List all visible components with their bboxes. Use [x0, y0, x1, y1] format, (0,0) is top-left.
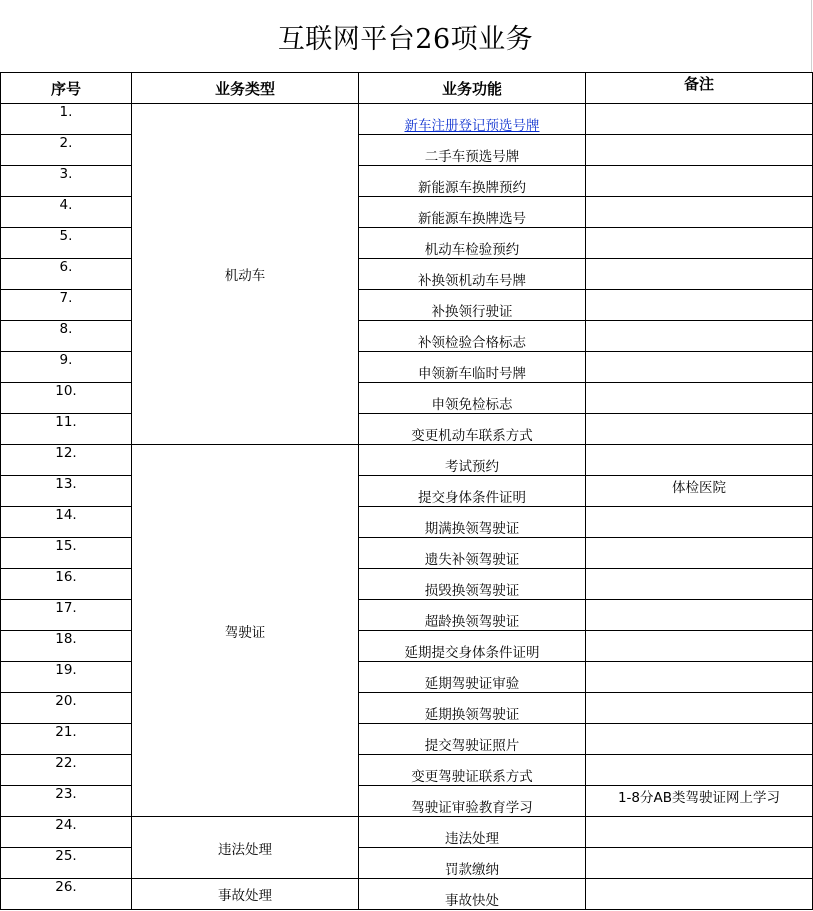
- business-function-cell: 补换领机动车号牌: [359, 259, 586, 290]
- note-cell: 1-8分AB类驾驶证网上学习: [586, 786, 813, 817]
- business-table: [0, 72, 813, 910]
- note-cell: [586, 352, 813, 383]
- business-function-cell: 遗失补领驾驶证: [359, 538, 586, 569]
- note-cell: [586, 724, 813, 755]
- business-function-cell: 申领免检标志: [359, 383, 586, 414]
- row-index: 18.: [1, 631, 132, 662]
- business-function-cell: 补领检验合格标志: [359, 321, 586, 352]
- business-function-cell: 提交身体条件证明: [359, 476, 586, 507]
- note-cell: 体检医院: [586, 476, 813, 507]
- note-cell: [586, 538, 813, 569]
- table-row: [1, 507, 813, 538]
- business-function-cell: 变更驾驶证联系方式: [359, 755, 586, 786]
- row-index: 21.: [1, 724, 132, 755]
- row-index: 1.: [1, 104, 132, 135]
- table-row: [1, 600, 813, 631]
- business-function-cell: 新能源车换牌选号: [359, 197, 586, 228]
- table-row: [1, 693, 813, 724]
- note-cell: [586, 228, 813, 259]
- header-note: 备注: [586, 73, 813, 104]
- table-row: [1, 197, 813, 228]
- table-row: [1, 166, 813, 197]
- business-function-cell: 罚款缴纳: [359, 848, 586, 879]
- table-row: [1, 290, 813, 321]
- row-index: 13.: [1, 476, 132, 507]
- row-index: 15.: [1, 538, 132, 569]
- business-function-cell: 事故快处: [359, 879, 586, 910]
- note-cell: [586, 662, 813, 693]
- table-row: [1, 631, 813, 662]
- note-cell: [586, 631, 813, 662]
- table-row: [1, 538, 813, 569]
- row-index: 9.: [1, 352, 132, 383]
- business-type-cell: 机动车: [132, 104, 359, 445]
- table-row: [1, 662, 813, 693]
- row-index: 24.: [1, 817, 132, 848]
- sheet-title: 互联网平台26项业务: [0, 0, 812, 72]
- note-cell: [586, 569, 813, 600]
- table-row: [1, 259, 813, 290]
- note-cell: [586, 383, 813, 414]
- table-row: [1, 755, 813, 786]
- note-cell: [586, 166, 813, 197]
- note-cell: [586, 848, 813, 879]
- business-function-cell: 损毁换领驾驶证: [359, 569, 586, 600]
- row-index: 4.: [1, 197, 132, 228]
- note-cell: [586, 197, 813, 228]
- business-function-link[interactable]: 新车注册登记预选号牌: [404, 118, 540, 134]
- business-function-cell: 延期换领驾驶证: [359, 693, 586, 724]
- note-cell: [586, 259, 813, 290]
- business-function-cell: 延期提交身体条件证明: [359, 631, 586, 662]
- table-row: [1, 321, 813, 352]
- note-cell: [586, 104, 813, 135]
- business-function-cell: 考试预约: [359, 445, 586, 476]
- table-row: [1, 724, 813, 755]
- header-type: 业务类型: [132, 73, 359, 104]
- row-index: 19.: [1, 662, 132, 693]
- business-function-cell: 期满换领驾驶证: [359, 507, 586, 538]
- row-index: 8.: [1, 321, 132, 352]
- row-index: 5.: [1, 228, 132, 259]
- table-row: [1, 817, 813, 848]
- row-index: 25.: [1, 848, 132, 879]
- table-row: [1, 445, 813, 476]
- note-cell: [586, 135, 813, 166]
- note-cell: [586, 507, 813, 538]
- business-function-cell: 补换领行驶证: [359, 290, 586, 321]
- header-function: 业务功能: [359, 73, 586, 104]
- business-function-cell: 申领新车临时号牌: [359, 352, 586, 383]
- row-index: 23.: [1, 786, 132, 817]
- note-cell: [586, 817, 813, 848]
- business-function-cell: 变更机动车联系方式: [359, 414, 586, 445]
- business-type-cell: 事故处理: [132, 879, 359, 910]
- table-row: [1, 476, 813, 507]
- row-index: 10.: [1, 383, 132, 414]
- row-index: 20.: [1, 693, 132, 724]
- table-row: [1, 569, 813, 600]
- note-cell: [586, 755, 813, 786]
- note-cell: [586, 290, 813, 321]
- row-index: 3.: [1, 166, 132, 197]
- business-function-cell: 机动车检验预约: [359, 228, 586, 259]
- business-function-cell: 违法处理: [359, 817, 586, 848]
- note-cell: [586, 879, 813, 910]
- table-row: [1, 228, 813, 259]
- row-index: 11.: [1, 414, 132, 445]
- row-index: 2.: [1, 135, 132, 166]
- business-function-cell: 提交驾驶证照片: [359, 724, 586, 755]
- note-cell: [586, 321, 813, 352]
- row-index: 26.: [1, 879, 132, 910]
- business-function-cell: 驾驶证审验教育学习: [359, 786, 586, 817]
- row-index: 16.: [1, 569, 132, 600]
- table-row: [1, 135, 813, 166]
- table-row: [1, 104, 813, 135]
- row-index: 12.: [1, 445, 132, 476]
- business-function-cell: [359, 104, 586, 135]
- table-row: [1, 879, 813, 910]
- row-index: 17.: [1, 600, 132, 631]
- row-index: 7.: [1, 290, 132, 321]
- table-row: [1, 414, 813, 445]
- business-function-cell: 新能源车换牌预约: [359, 166, 586, 197]
- note-cell: [586, 600, 813, 631]
- note-cell: [586, 414, 813, 445]
- row-index: 22.: [1, 755, 132, 786]
- table-body: [1, 104, 813, 910]
- table-row: [1, 383, 813, 414]
- header-index: 序号: [1, 73, 132, 104]
- header-row: [1, 73, 813, 104]
- business-function-cell: 延期驾驶证审验: [359, 662, 586, 693]
- table-row: [1, 352, 813, 383]
- row-index: 14.: [1, 507, 132, 538]
- business-function-cell: 二手车预选号牌: [359, 135, 586, 166]
- business-type-cell: 违法处理: [132, 817, 359, 879]
- table-row: [1, 786, 813, 817]
- table-row: [1, 848, 813, 879]
- note-cell: [586, 693, 813, 724]
- business-type-cell: 驾驶证: [132, 445, 359, 817]
- row-index: 6.: [1, 259, 132, 290]
- business-function-cell: 超龄换领驾驶证: [359, 600, 586, 631]
- note-cell: [586, 445, 813, 476]
